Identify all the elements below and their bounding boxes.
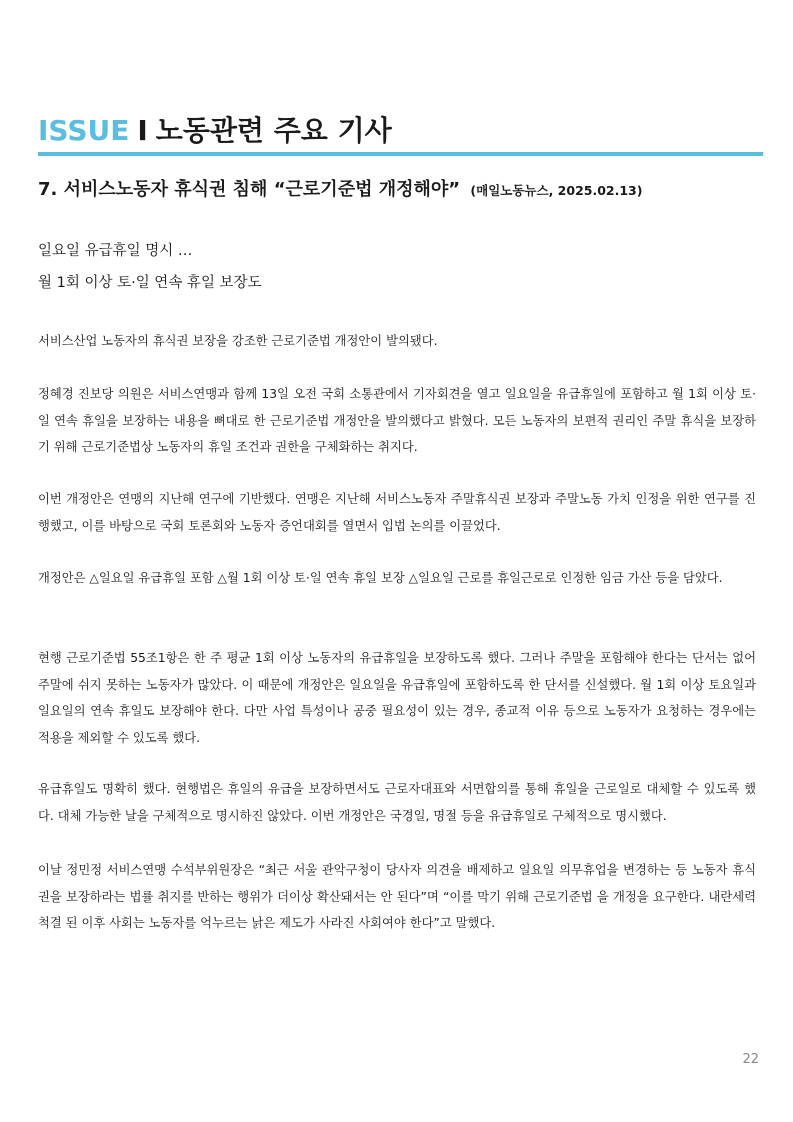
article-paragraph: 현행 근로기준법 55조1항은 한 주 평균 1회 이상 노동자의 유급휴일을 보장하도록 했다. 그러나 주말을 포함해야 한다는 단서는 없어 주말에 쉬지 못하는 노동자가 많았다. 이 때문에 개정안은 일요일을 유급휴일에 포함하도록 한 단서를 신설했다. 월 1회 이상 토요일과 일요일의 연속 휴일도 보장해야 한다. 다만 사업 특성이나 공중 필요성이 있는 경우, 종교적 이유 등으로 노동자가 요청하는 경우에는 적용을 제외할 수 있도록 했다.: [38, 651, 756, 745]
article-paragraph: 정혜경 진보당 의원은 서비스연맹과 함께 13일 오전 국회 소통관에서 기자회견을 열고 일요일을 유급휴일에 포함하고 월 1회 이상 토·일 연속 휴일을 보장하는 내용을 뼈대로 한 근로기준법 개정안을 발의했다고 밝혔다. 모든 노동자의 보편적 권리인 주말 휴식을 보장하기 위해 근로기준법상 노동자의 휴일 조건과 권한을 구체화하는 취지다.: [38, 387, 756, 454]
article-headline: 7. 서비스노동자 휴식권 침해 “근로기준법 개정해야”: [38, 179, 461, 200]
header-separator: I: [137, 114, 148, 147]
article-paragraph: 이번 개정안은 연맹의 지난해 연구에 기반했다. 연맹은 지난해 서비스노동자 주말휴식권 보장과 주말노동 가치 인정을 위한 연구를 진행했고, 이를 바탕으로 국회 토론회와 노동자 증언대회를 열면서 입법 논의를 이끌었다.: [38, 492, 756, 533]
article-subtitle: 월 1회 이상 토·일 연속 휴일 보장도: [38, 275, 262, 291]
article-paragraph: 서비스산업 노동자의 휴식권 보장을 강조한 근로기준법 개정안이 발의됐다.: [38, 334, 438, 348]
article-source: (매일노동뉴스, 2025.02.13): [470, 183, 643, 198]
page-header: [38, 112, 763, 156]
section-heading: 노동관련 주요 기사: [155, 114, 392, 147]
issue-label: ISSUE: [38, 114, 130, 147]
header-title: [38, 112, 763, 150]
article-paragraph: 이날 정민정 서비스연맹 수석부위원장은 “최근 서울 관악구청이 당사자 의견을 배제하고 일요일 의무휴업을 변경하는 등 노동자 휴식권을 보장하라는 법률 취지를 반하는 행위가 더이상 확산돼서는 안 된다”며 “이를 막기 위해 근로기준법 을 개정을 요구한다. 내란세력 척결 된 이후 사회는 노동자를 억누르는 낡은 제도가 사라진 사회여야 한다”고 말했다.: [38, 863, 756, 930]
page-number: 22: [742, 1052, 759, 1067]
article-paragraph: 유급휴일도 명확히 했다. 현행법은 휴일의 유급을 보장하면서도 근로자대표와 서면합의를 통해 휴일을 근로일로 대체할 수 있도록 했다. 대체 가능한 날을 구체적으로 명시하진 않았다. 이번 개정안은 국경일, 명절 등을 유급휴일로 구체적으로 명시했다.: [38, 782, 756, 823]
article-title: [38, 176, 763, 205]
article-subtitle: 일요일 유급휴일 명시 …: [38, 243, 193, 259]
article-paragraph: 개정안은 △일요일 유급휴일 포함 △월 1회 이상 토·일 연속 휴일 보장 △일요일 근로를 휴일근로로 인정한 임금 가산 등을 담았다.: [38, 571, 723, 585]
